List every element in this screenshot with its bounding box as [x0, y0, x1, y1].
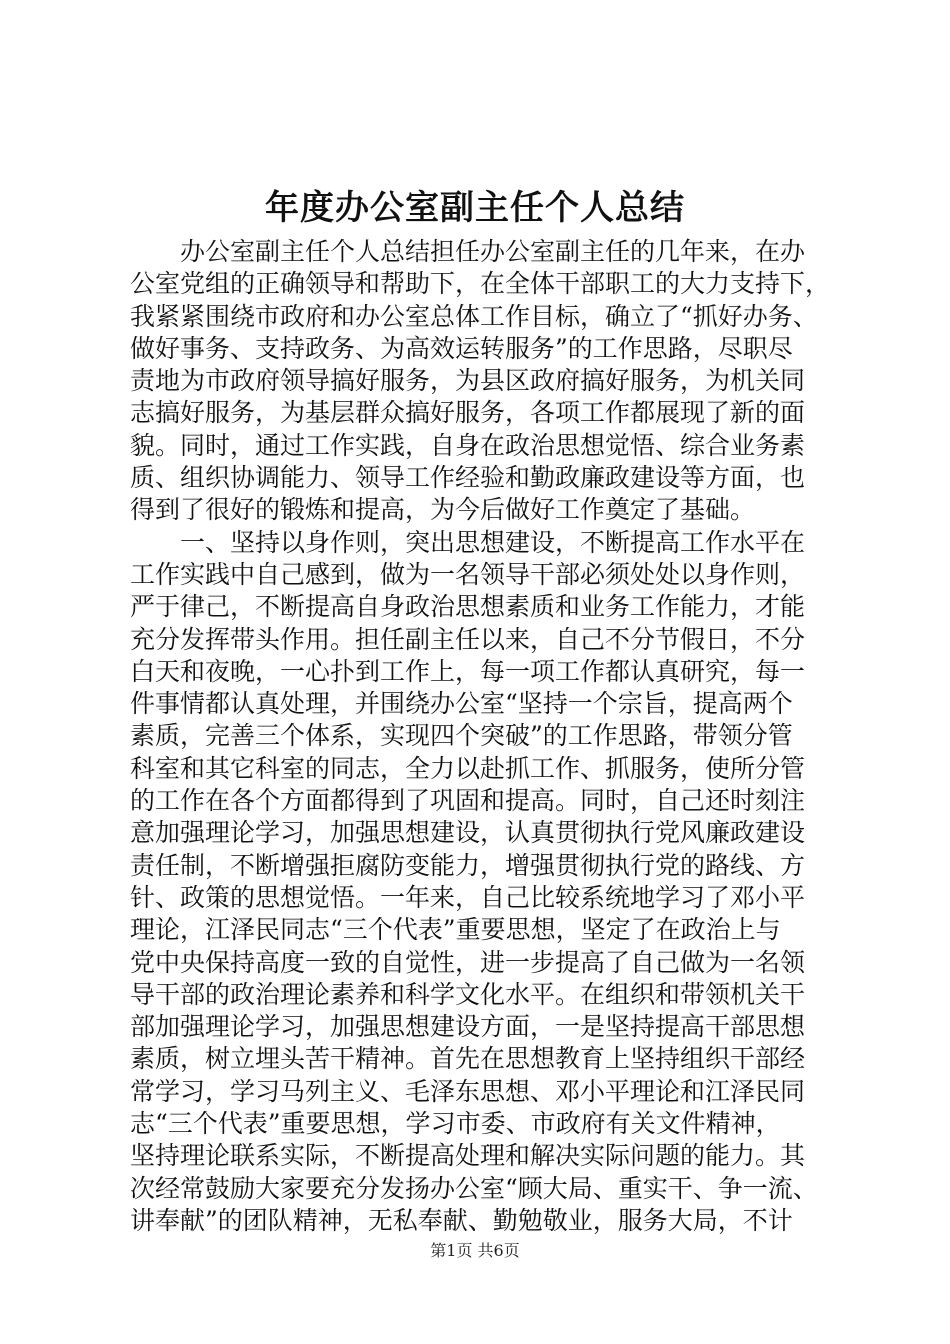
text-line: 得到了很好的锻炼和提高，为今后做好工作奠定了基础。: [130, 495, 756, 525]
text-line: 我紧紧围绕市政府和办公室总体工作目标，确立了“抓好办务、: [130, 301, 818, 331]
text-line: 常学习，学习马列主义、毛泽东思想、邓小平理论和江泽民同: [130, 1076, 806, 1106]
text-line: 素质，树立埋头苦干精神。首先在思想教育上坚持组织干部经: [130, 1044, 806, 1074]
text-line: 貌。同时，通过工作实践，自身在政治思想觉悟、综合业务素: [130, 430, 806, 460]
text-line: 部加强理论学习，加强思想建设方面，一是坚持提高干部思想: [130, 1012, 806, 1042]
text-line: 办公室副主任个人总结担任办公室副主任的几年来，在办: [180, 237, 806, 266]
text-line: 讲奉献”的团队精神，无私奉献、勤勉敬业，服务大局，不计: [130, 1205, 793, 1235]
text-line: 做好事务、支持政务、为高效运转服务”的工作思路，尽职尽: [130, 333, 793, 363]
paragraph-2: [130, 527, 830, 1238]
text-line: 质、组织协调能力、领导工作经验和勤政廉政建设等方面，也: [130, 463, 806, 493]
text-line: 严于律己，不断提高自身政治思想素质和业务工作能力，才能: [130, 592, 806, 622]
text-line: 次经常鼓励大家要充分发扬办公室“顾大局、重实干、争一流、: [130, 1173, 818, 1203]
text-line: 充分发挥带头作用。担任副主任以来，自己不分节假日，不分: [130, 624, 806, 654]
text-line: 一、坚持以身作则，突出思想建设，不断提高工作水平在: [180, 527, 806, 557]
text-line: 导干部的政治理论素养和科学文化水平。在组织和带领机关干: [130, 979, 806, 1009]
text-line: 意加强理论学习，加强思想建设，认真贯彻执行党风廉政建设: [130, 818, 806, 848]
text-line: 志“三个代表”重要思想，学习市委、市政府有关文件精神，: [130, 1109, 781, 1139]
text-line: 责任制，不断增强拒腐防变能力，增强贯彻执行党的路线、方: [130, 850, 806, 880]
text-line: 理论，江泽民同志“三个代表”重要思想，坚定了在政治上与: [130, 915, 781, 945]
text-line: 白天和夜晚，一心扑到工作上，每一项工作都认真研究，每一: [130, 656, 806, 686]
text-line: 的工作在各个方面都得到了巩固和提高。同时，自己还时刻注: [130, 786, 806, 816]
text-line: 工作实践中自己感到，做为一名领导干部必须处处以身作则，: [130, 559, 806, 589]
text-line: 责地为市政府领导搞好服务，为县区政府搞好服务，为机关同: [130, 366, 806, 396]
text-line: 素质，完善三个体系，实现四个突破”的工作思路，带领分管: [130, 721, 793, 751]
text-line: 公室党组的正确领导和帮助下，在全体干部职工的大力支持下，: [130, 269, 831, 299]
document-title: 年度办公室副主任个人总结: [265, 188, 685, 228]
text-line: 坚持理论联系实际，不断提高处理和解决实际问题的能力。其: [130, 1141, 806, 1171]
text-line: 科室和其它科室的同志，全力以赴抓工作、抓服务，使所分管: [130, 753, 806, 783]
page-footer: 第1页 共6页: [430, 1241, 520, 1260]
text-line: 针、政策的思想觉悟。一年来，自己比较系统地学习了邓小平: [130, 882, 806, 912]
text-line: 志搞好服务，为基层群众搞好服务，各项工作都展现了新的面: [130, 398, 806, 428]
text-line: 件事情都认真处理，并围绕办公室“坚持一个宗旨，提高两个: [130, 689, 793, 719]
paragraph-1: [130, 236, 830, 527]
text-line: 党中央保持高度一致的自觉性，进一步提高了自己做为一名领: [130, 947, 806, 977]
document-body: [130, 236, 830, 1237]
